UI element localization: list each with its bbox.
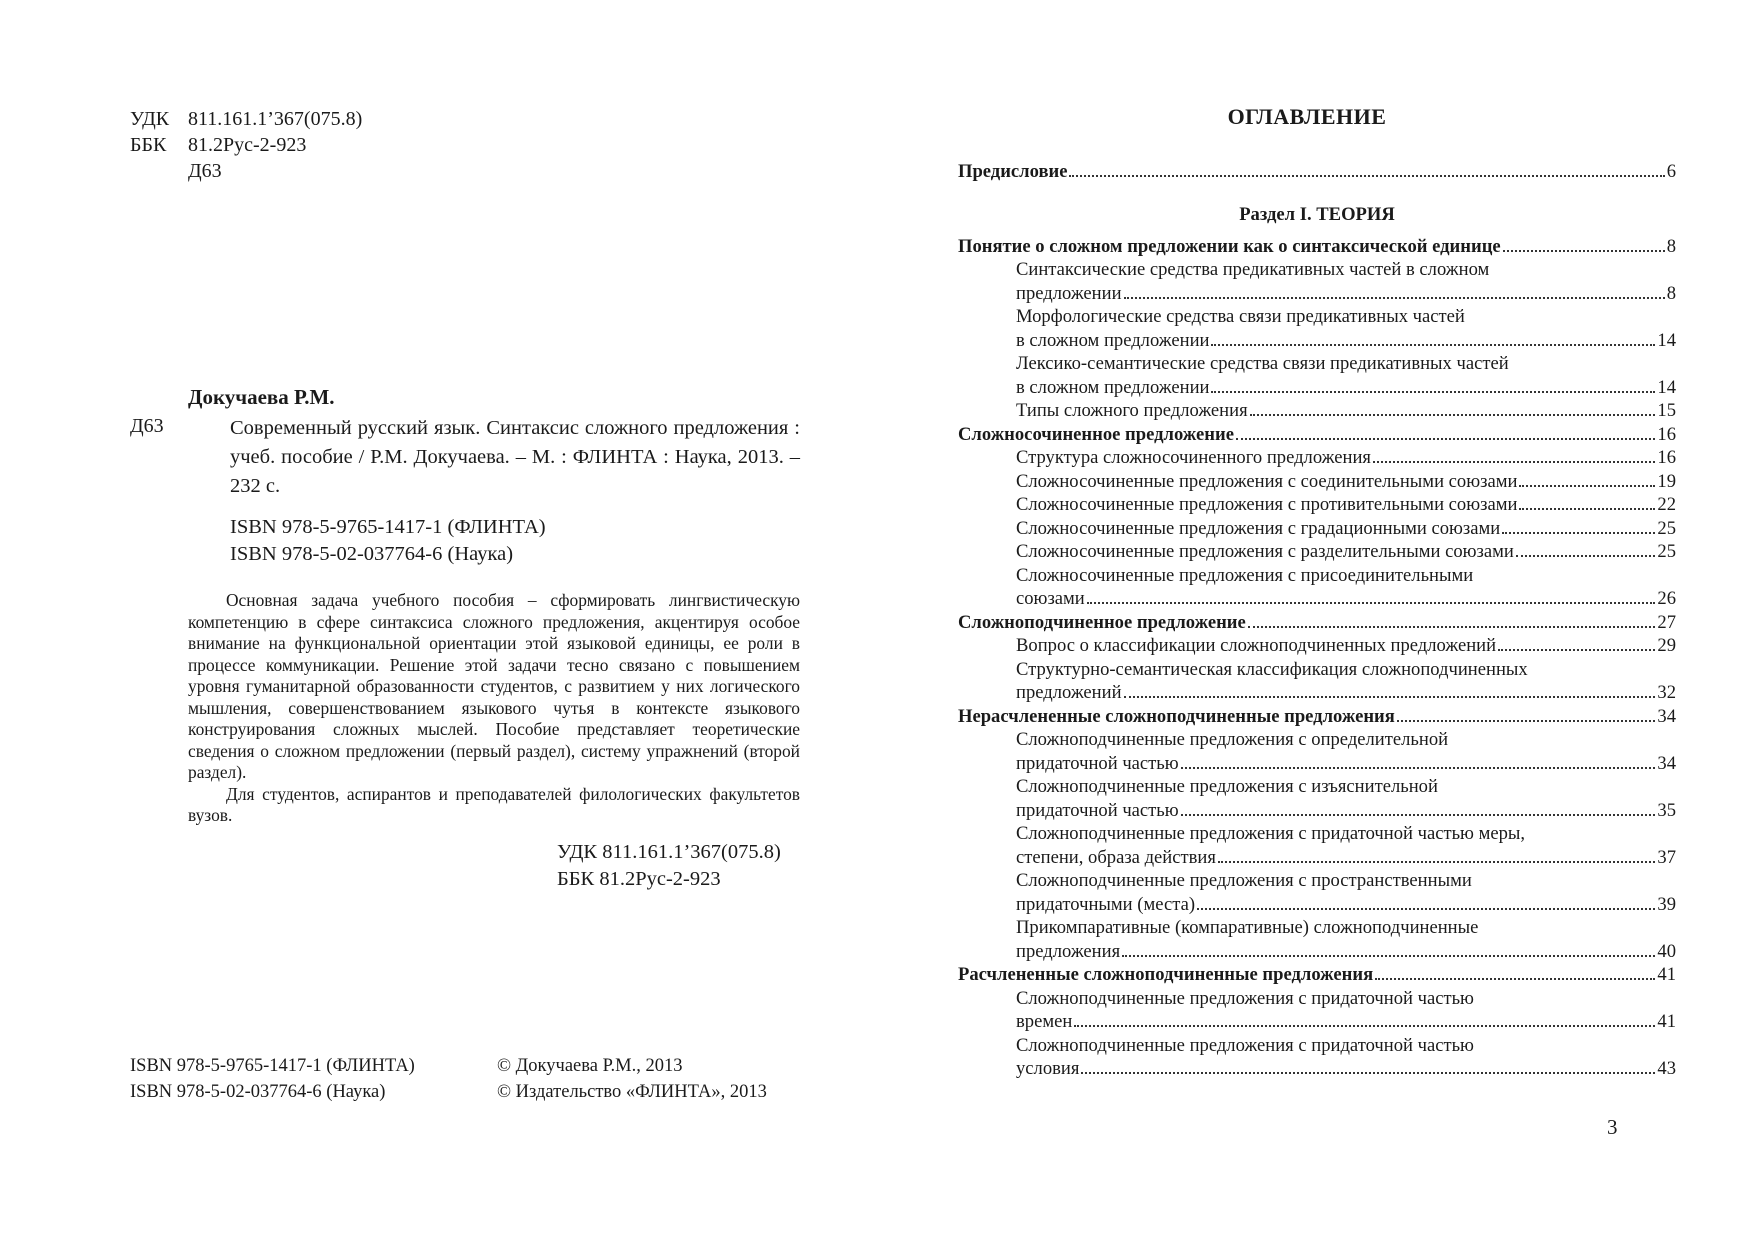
toc-entry[interactable]: Понятие о сложном предложении как о синтаксической единице 8 [958, 235, 1676, 257]
annotation-bbk: ББК 81.2Рус-2-923 [557, 867, 721, 890]
toc-entry[interactable]: Структура сложносочиненного предложения 16 [1016, 447, 1676, 468]
toc-entry[interactable]: Сложносочиненные предложения с соединительными союзами 19 [1016, 470, 1676, 492]
toc-entry[interactable]: Типы сложного предложения 15 [1016, 400, 1676, 421]
left-page [0, 0, 877, 1241]
toc-entry[interactable]: времен 41 [1016, 1011, 1676, 1032]
isbn-nauka: ISBN 978-5-02-037764-6 (Наука) [230, 543, 514, 565]
toc-entry[interactable]: Расчлененные сложноподчиненные предложения 41 [958, 964, 1676, 985]
copyright-publisher: © Издательство «ФЛИНТА», 2013 [497, 1082, 767, 1102]
toc-entry-line: Сложноподчиненные предложения с придаточной частью [1016, 1034, 1474, 1056]
footer-isbn [130, 1053, 415, 1105]
isbn-list [130, 514, 800, 568]
toc-entry-line: Морфологические средства связи предикативных частей [1016, 306, 1465, 327]
toc-entry[interactable]: придаточными (места) 39 [1016, 893, 1676, 915]
toc-title: ОГЛАВЛЕНИЕ [1227, 104, 1387, 129]
toc-entry-line: Синтаксические средства предикативных частей в сложном [1016, 259, 1490, 280]
entry-code: Д63 [130, 415, 164, 437]
author-name: Докучаева Р.М. [188, 385, 335, 409]
toc-entry[interactable]: предложения 40 [1016, 940, 1676, 962]
toc-entry[interactable]: Сложноподчиненное предложение 27 [958, 611, 1676, 633]
table-of-contents [958, 160, 1676, 1081]
annotation-paragraph: Для студентов, аспирантов и преподавателей филологических факультетов вузов. [188, 783, 800, 825]
annotation-codes [130, 839, 800, 893]
toc-entry[interactable]: степени, образа действия 37 [1016, 846, 1676, 868]
toc-entry-line: Сложноподчиненные предложения с придаточной частью меры, [1016, 823, 1526, 844]
toc-entry-line: Прикомпаративные (компаративные) сложноподчиненные [1016, 917, 1479, 938]
toc-entry-line: Сложноподчиненные предложения с изъяснительной [1016, 776, 1438, 797]
copyright [497, 1053, 767, 1105]
toc-entry[interactable]: Сложносочиненные предложения с градационными союзами 25 [1016, 517, 1676, 539]
toc-entry[interactable]: союзами 26 [1016, 588, 1676, 609]
toc-entry[interactable]: предложении 8 [1016, 282, 1676, 304]
toc-entry[interactable]: придаточной частью 34 [1016, 752, 1676, 774]
toc-entry-line: Сложноподчиненные предложения с определительной [1016, 729, 1449, 750]
toc-entry[interactable]: Вопрос о классификации сложноподчиненных предложений 29 [1016, 635, 1676, 656]
annotation-udk: УДК 811.161.1’367(075.8) [557, 840, 781, 863]
toc-entry[interactable]: Сложносочиненные предложения с противительными союзами 22 [1016, 494, 1676, 515]
toc-entry[interactable]: Сложносочиненное предложение 16 [958, 423, 1676, 445]
page-number: 3 [1607, 1115, 1618, 1139]
classification-codes [130, 106, 362, 184]
toc-entry[interactable]: в сложном предложении 14 [1016, 376, 1676, 398]
udk-value: 811.161.1’367(075.8) [188, 108, 363, 130]
author-code: Д63 [188, 160, 222, 182]
toc-entry[interactable]: условия 43 [1016, 1058, 1676, 1079]
bib-description: Современный русский язык. Синтаксис сложного предложения : учеб. пособие / Р.М. Докучаева. – М. : ФЛИНТА : Наука, 2013. – 232 с. [230, 417, 800, 497]
udk-label: УДК [130, 108, 170, 130]
toc-entry-preface[interactable]: Предисловие 6 [958, 161, 1676, 182]
right-page [877, 0, 1755, 1241]
toc-entry-line: Структурно-семантическая классификация сложноподчиненных [1016, 658, 1528, 680]
toc-entry-line: Сложносочиненные предложения с присоединительными [1016, 564, 1474, 586]
toc-entry-line: Сложноподчиненные предложения с придаточной частью [1016, 987, 1474, 1009]
copyright-author: © Докучаева Р.М., 2013 [497, 1056, 683, 1076]
bibliographic-entry [130, 385, 800, 893]
isbn-flinta: ISBN 978-5-9765-1417-1 (ФЛИНТА) [230, 516, 546, 538]
bbk-label: ББК [130, 134, 167, 156]
footer-isbn-nauka: ISBN 978-5-02-037764-6 (Наука) [130, 1082, 386, 1102]
annotation-paragraph: Основная задача учебного пособия – сформировать лингвистическую компетенцию в сфере синтаксиса сложного предложения, акцентируя особое внимание на функциональной ориентации этой языковой единицы, ее роли в процессе коммуникации. Решение этой задачи тесно связано с повышением уровня гуманитарной образованности студентов, с развитием у них логического мышления, совершенствованием языкового чутья в контексте языкового конструирования сложных мыслей. Пособие представляет теоретические сведения о сложном предложении (первый раздел), систему упражнений (второй раздел). [188, 590, 800, 782]
section-heading: Раздел I. ТЕОРИЯ [1239, 203, 1395, 225]
footer-isbn-flinta: ISBN 978-5-9765-1417-1 (ФЛИНТА) [130, 1056, 415, 1076]
toc-entry[interactable]: в сложном предложении 14 [1016, 329, 1676, 351]
toc-entry-line: Сложноподчиненные предложения с пространственными [1016, 870, 1472, 891]
annotation [130, 590, 800, 827]
toc-entry[interactable]: Нерасчлененные сложноподчиненные предложения 34 [958, 705, 1676, 727]
bbk-value: 81.2Рус-2-923 [188, 134, 307, 156]
toc-entry-line: Лексико-семантические средства связи предикативных частей [1016, 353, 1509, 374]
toc-entry[interactable]: придаточной частью 35 [1016, 799, 1676, 821]
toc-entry[interactable]: предложений 32 [1016, 682, 1676, 703]
toc-entry[interactable]: Сложносочиненные предложения с разделительными союзами 25 [1016, 541, 1676, 562]
